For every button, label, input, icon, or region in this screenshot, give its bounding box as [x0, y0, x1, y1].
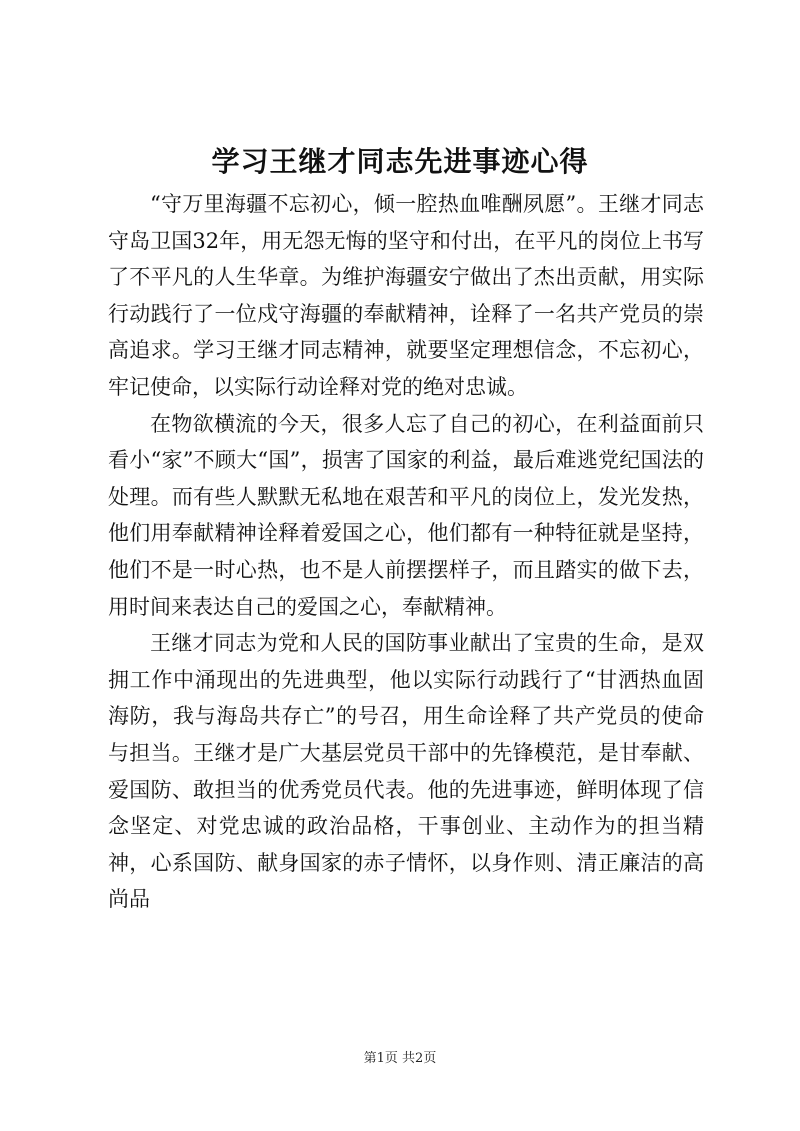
paragraph: 在物欲横流的今天，很多人忘了自己的初心，在利益面前只看小“家”不顾大“国”，损害了国家的利益，最后难逃党纪国法的处理。而有些人默默无私地在艰苦和平凡的岗位上，发光发热，他们用奉献精神诠释着爱国之心，他们都有一种特征就是坚持，他们不是一时心热，也不是人前摆摆样子，而且踏实的做下去，用时间来表达自己的爱国之心，奉献精神。 — [108, 411, 704, 619]
page-number-footer: 第1页 共2页 — [363, 1051, 437, 1066]
paragraph: “守万里海疆不忘初心，倾一腔热血唯酬夙愿”。王继才同志守岛卫国32年，用无怨无悔的坚守和付出，在平凡的岗位上书写了不平凡的人生华章。为维护海疆安宁做出了杰出贡献，用实际行动践行了一位戍守海疆的奉献精神，诠释了一名共产党员的崇高追求。学习王继才同志精神，就要坚定理想信念，不忘初心，牢记使命，以实际行动诠释对党的绝对忠诚。 — [108, 192, 704, 399]
document-title: 学习王继才同志先进事迹心得 — [211, 145, 589, 178]
paragraph: 王继才同志为党和人民的国防事业献出了宝贵的生命，是双拥工作中涌现出的先进典型，他以实际行动践行了“甘洒热血固海防，我与海岛共存亡”的号召，用生命诠释了共产党员的使命与担当。王继才是广大基层党员干部中的先锋模范，是甘奉献、爱国防、敢担当的优秀党员代表。他的先进事迹，鲜明体现了信念坚定、对党忠诚的政治品格，干事创业、主动作为的担当精神，心系国防、献身国家的赤子情怀，以身作则、清正廉洁的高尚品 — [108, 631, 704, 912]
document-body — [108, 186, 704, 918]
